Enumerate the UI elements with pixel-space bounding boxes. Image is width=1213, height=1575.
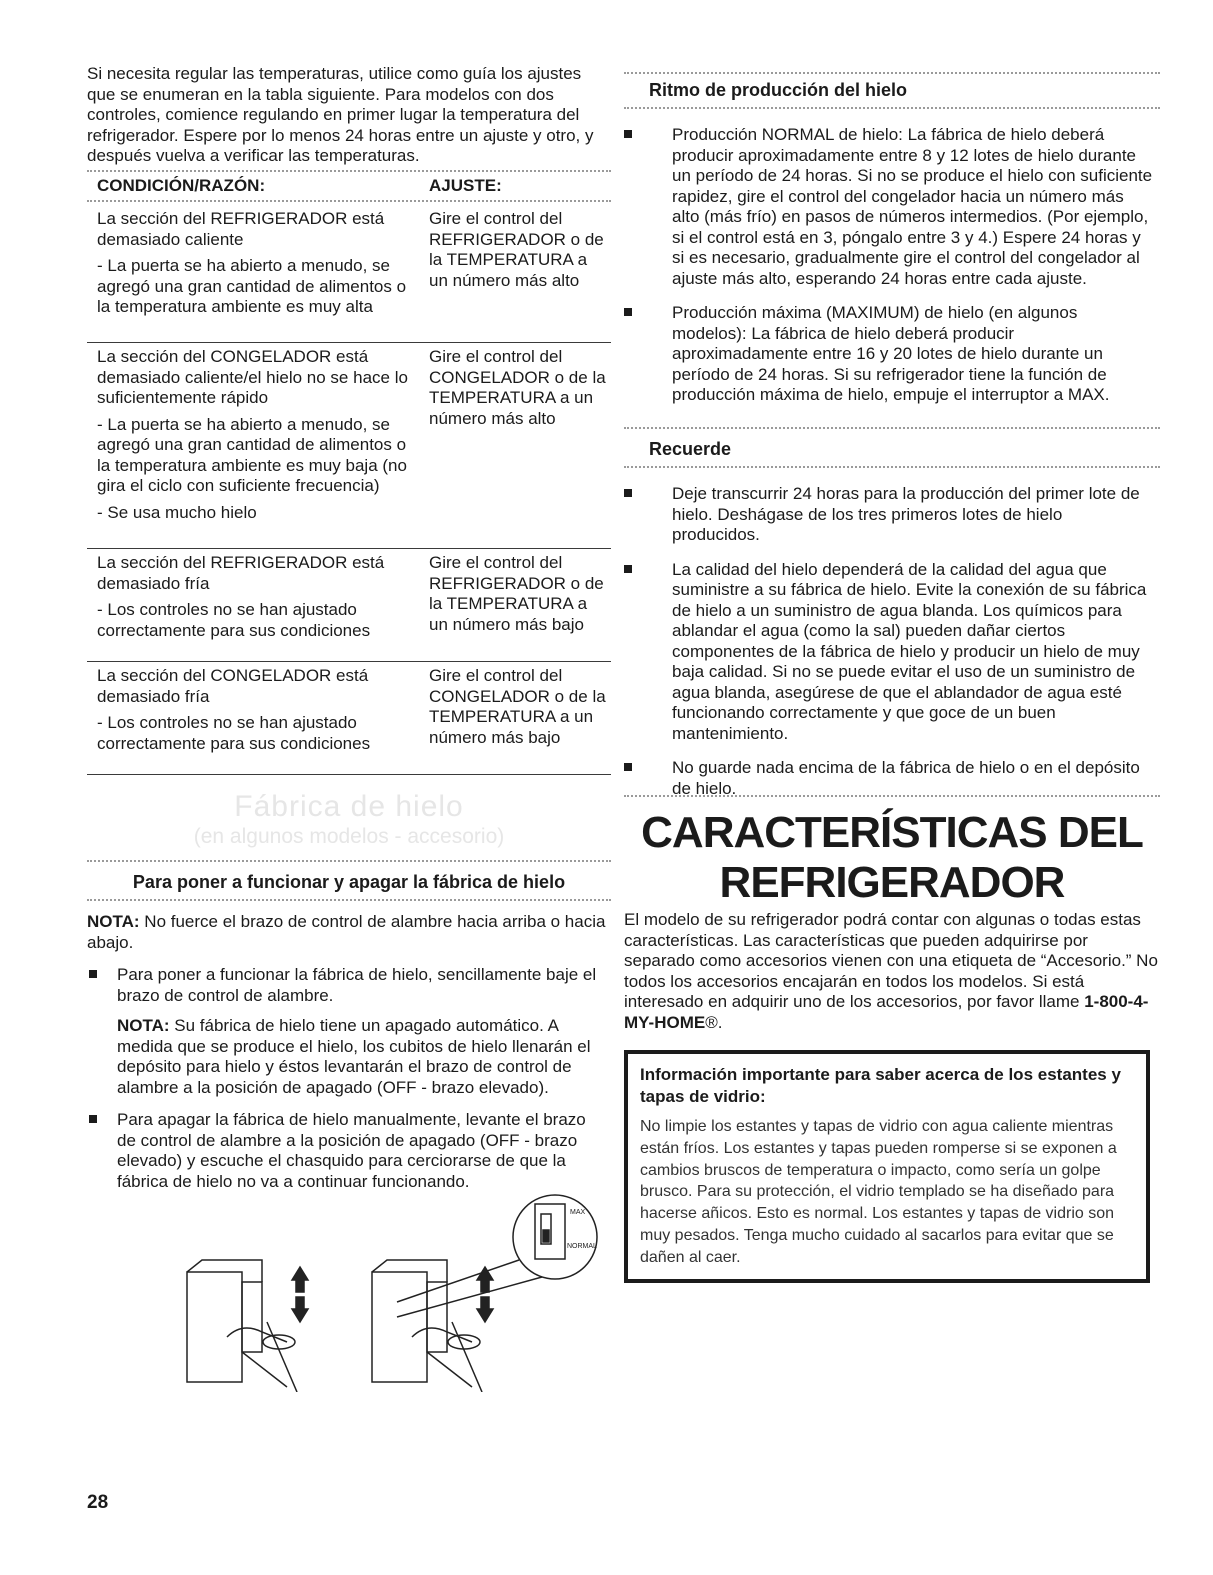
- reason-text: - La puerta se ha abierto a menudo, se agregó una gran cantidad de alimentos o la temperatura ambiente es muy baja (no gira el ciclo con suficiente frecuencia): [97, 414, 407, 495]
- list-item: Para poner a funcionar la fábrica de hielo, sencillamente baje el brazo de control de alambre. NOTA: Su fábrica de hielo tiene un apagado automático. A medida que se produce el hielo, los cubitos de hielo llenarán el depósito para hielo y éstos levantarán el brazo de control de alambre a la posición de apagado (OFF - brazo elevado).: [87, 965, 607, 1098]
- bullet-icon: [624, 763, 632, 771]
- phone-number: 1-800-4-MY-HOME: [624, 992, 1149, 1032]
- ice-maker-arm-illustration: [167, 1192, 607, 1392]
- row-divider: [87, 548, 611, 549]
- row-divider: [87, 342, 611, 343]
- list-item: Producción NORMAL de hielo: La fábrica de hielo deberá producir aproximadamente entre 8 y 12 lotes de hielo durante un período de 24 horas. Si no se produce el hielo con suficiente rapidez, gire el control del congelador hacia un número más alto (más frío) en pasos de números intermedios. (Por ejemplo, si el control está en 3, póngalo entre 3 y 4.) Espere 24 horas y si es necesario, gradualmente gire el control del congelador al ajuste más alto, esperando 24 horas entre cada ajuste.: [624, 125, 1154, 289]
- recuerde-bullets: [624, 484, 1154, 811]
- list-item: La calidad del hielo dependerá de la calidad del agua que suministre a su fábrica de hielo. Evite la conexión de su fábrica de hielo a un suministro de agua blanda. Los químicos para ablandar el agua (como la sal) pueden dañar ciertos componentes de la fábrica de hielo y producir un hielo de muy baja calidad. Si no se puede evitar el uso de un suministro de agua blanda, asegúrese de que el ablandador de agua esté funcionando correctamente y que goce de un buen mantenimiento.: [624, 560, 1154, 745]
- list-item: Para apagar la fábrica de hielo manualmente, levante el brazo de control de alambre a la posición de apagado (OFF - brazo elevado) y escuche el chasquido para cerciorarse de que la fábrica de hielo no va a continuar funcionando.: [87, 1110, 607, 1192]
- header-adjust: AJUSTE:: [429, 176, 502, 195]
- ritmo-title: Ritmo de producción del hielo: [649, 80, 908, 100]
- bullet-icon: [624, 308, 632, 316]
- adjust-text: Gire el control del REFRIGERADOR o de la TEMPERATURA a un número más alto: [429, 209, 604, 290]
- note-label: NOTA:: [117, 1016, 170, 1035]
- glass-shelves-warning: [624, 1050, 1150, 1283]
- ice-maker-section-header: [87, 860, 611, 901]
- intro-paragraph: Si necesita regular las temperaturas, utilice como guía los ajustes que se enumeran en la tabla siguiente. Para modelos con dos controles, comience regulando en primer lugar la temperatura del refrigerador. Espere por lo menos 24 horas entre un ajuste y otro, y después vuelva a verificar las temperaturas.: [87, 64, 594, 165]
- ritmo-bullets: [624, 125, 1154, 418]
- reason-text: - Se usa mucho hielo: [97, 502, 257, 522]
- warning-title: Información importante para saber acerca de los estantes y tapas de vidrio:: [640, 1065, 1121, 1106]
- reason-text: - Los controles no se han ajustado correctamente para sus condiciones: [97, 600, 371, 640]
- row-divider: [87, 661, 611, 662]
- ice-maker-bullets: [87, 965, 607, 1192]
- ice-maker-body: [87, 912, 607, 1204]
- section-title: Para poner a funcionar y apagar la fábrica de hielo: [132, 872, 566, 892]
- divider: [87, 170, 611, 172]
- divider: [624, 107, 1160, 109]
- adjust-text: Gire el control del CONGELADOR o de la TEMPERATURA a un número más alto: [429, 347, 606, 428]
- condition-text: La sección del REFRIGERADOR está demasiado caliente: [97, 209, 385, 249]
- illus-max-label: MAX: [570, 1209, 586, 1216]
- header-condition: CONDICIÓN/RAZÓN:: [97, 176, 266, 195]
- warning-body: No limpie los estantes y tapas de vidrio con agua caliente mientras están fríos. Los estantes y tapas pueden romperse si se exponen a cambios bruscos de temperatura o impacto, como sería un golpe brusco. Para su protección, el vidrio templado se ha diseñado para hacerse añicos. Esto es normal. Los estantes y tapas de vidrio son muy pesados. Tenga mucho cuidado al sacarlos para evitar que se dañen al caer.: [640, 1118, 1117, 1266]
- condition-text: La sección del REFRIGERADOR está demasiado fría: [97, 553, 385, 593]
- reason-text: - Los controles no se han ajustado correctamente para sus condiciones: [97, 713, 371, 753]
- bullet-icon: [89, 970, 97, 978]
- page-number: 28: [87, 1492, 109, 1513]
- condition-text: La sección del CONGELADOR está demasiado caliente/el hielo no se hace lo suficientemente rápido: [97, 347, 408, 407]
- list-item: Producción máxima (MAXIMUM) de hielo (en algunos modelos): La fábrica de hielo deberá producir aproximadamente entre 16 y 20 lotes de hielo durante un período de 24 horas. Si su refrigerador tiene la función de producción máxima de hielo, empuje el interruptor a MAX.: [624, 303, 1154, 406]
- ice-maker-subtitle: (en algunos modelos - accesorio): [193, 825, 505, 848]
- features-title-line2: REFRIGERADOR: [719, 858, 1065, 907]
- list-item: No guarde nada encima de la fábrica de hielo o en el depósito de hielo.: [624, 758, 1154, 799]
- illus-normal-label: NORMAL: [567, 1243, 597, 1250]
- divider: [87, 200, 611, 202]
- ice-maker-title: Fábrica de hielo: [234, 790, 464, 823]
- reason-text: - La puerta se ha abierto a menudo, se agregó una gran cantidad de alimentos o la temperatura ambiente es muy alta: [97, 256, 407, 316]
- note-label: NOTA:: [87, 912, 140, 931]
- features-title-line1: CARACTERÍSTICAS DEL: [641, 808, 1143, 857]
- bullet-icon: [624, 565, 632, 573]
- condition-text: La sección del CONGELADOR está demasiado fría: [97, 666, 369, 706]
- ritmo-header: [624, 72, 1160, 109]
- divider: [87, 899, 611, 901]
- bullet-icon: [624, 130, 632, 138]
- note-text: Su fábrica de hielo tiene un apagado automático. A medida que se produce el hielo, los cubitos de hielo llenarán el depósito para hielo y éstos levantarán el brazo de control de alambre a la posición de apagado (OFF - brazo elevado).: [117, 1016, 591, 1097]
- adjust-text: Gire el control del REFRIGERADOR o de la TEMPERATURA a un número más bajo: [429, 553, 604, 634]
- divider: [624, 795, 1160, 797]
- bullet-icon: [624, 489, 632, 497]
- recuerde-title: Recuerde: [649, 439, 732, 459]
- list-item: Deje transcurrir 24 horas para la producción del primer lote de hielo. Deshágase de los tres primeros lotes de hielo producidos.: [624, 484, 1154, 546]
- features-body: El modelo de su refrigerador podrá contar con algunas o todas estas características. Las características que pueden adquirirse por separado como accesorios vienen con una etiqueta de “Accesorio.” No todos los accesorios encajarán en todos los modelos. Si está interesado en adquirir uno de los accesorios, por favor llame 1-800-4-MY-HOME®.: [624, 910, 1158, 1032]
- divider: [624, 466, 1160, 468]
- adjust-text: Gire el control del CONGELADOR o de la TEMPERATURA a un número más bajo: [429, 666, 606, 747]
- bullet-icon: [89, 1115, 97, 1123]
- row-divider: [87, 774, 611, 775]
- note-text: No fuerce el brazo de control de alambre hacia arriba o hacia abajo.: [87, 912, 606, 952]
- recuerde-header: [624, 427, 1160, 468]
- features-title: [624, 808, 1160, 908]
